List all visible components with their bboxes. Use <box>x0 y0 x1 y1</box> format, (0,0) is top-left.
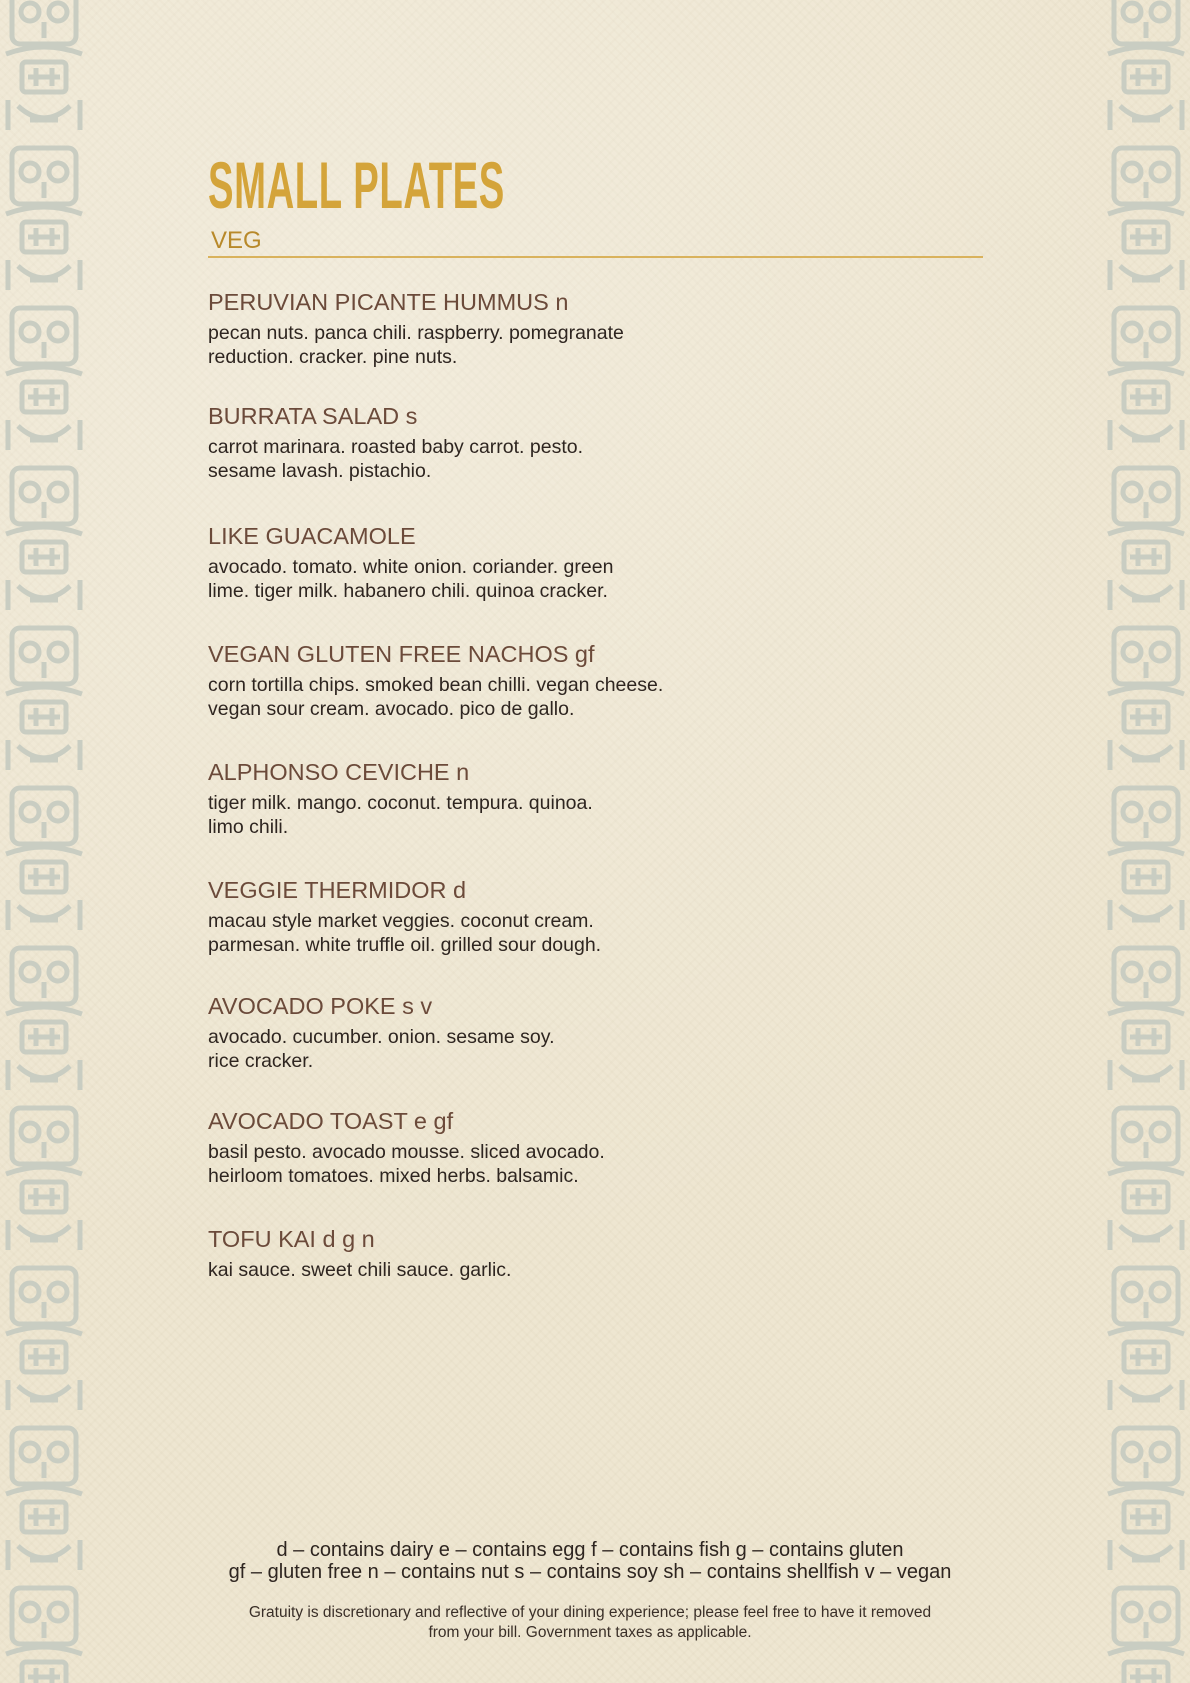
title-divider <box>208 256 983 258</box>
menu-item <box>208 1225 768 1282</box>
menu-item <box>208 758 768 839</box>
menu-item-description: corn tortilla chips. smoked bean chilli. vegan cheese. vegan sour cream. avocado. pico de gallo. <box>208 674 664 720</box>
section-subtitle: VEG <box>211 227 262 254</box>
allergen-legend-line-2: gf – gluten free n – contains nut s – contains soy sh – contains shellfish v – vegan <box>228 1561 952 1583</box>
menu-item-name: VEGAN GLUTEN FREE NACHOS gf <box>208 641 595 667</box>
menu-item-description: avocado. cucumber. onion. sesame soy. rice cracker. <box>208 1026 555 1072</box>
menu-item-description: tiger milk. mango. coconut. tempura. quinoa. limo chili. <box>208 792 593 838</box>
page-title: SMALL PLATES <box>208 148 505 222</box>
allergen-legend-line-1: d – contains dairy e – contains egg f – contains fish g – contains gluten <box>276 1539 904 1561</box>
gratuity-note: Gratuity is discretionary and reflective of your dining experience; please feel free to have it removed from your bill. Government taxes as applicable. <box>248 1604 932 1641</box>
menu-item-description: avocado. tomato. white onion. coriander. green lime. tiger milk. habanero chili. quinoa cracker. <box>208 556 614 602</box>
menu-item-description: basil pesto. avocado mousse. sliced avocado. heirloom tomatoes. mixed herbs. balsamic. <box>208 1141 605 1187</box>
menu-item-description: kai sauce. sweet chili sauce. garlic. <box>208 1259 512 1281</box>
menu-item-name: AVOCADO TOAST e gf <box>208 1108 454 1134</box>
menu-item-name: PERUVIAN PICANTE HUMMUS n <box>208 289 569 315</box>
menu-item-name: TOFU KAI d g n <box>208 1226 375 1252</box>
menu-item <box>208 402 768 483</box>
menu-item-description: pecan nuts. panca chili. raspberry. pomegranate reduction. cracker. pine nuts. <box>208 322 624 368</box>
menu-item-name: AVOCADO POKE s v <box>208 993 433 1019</box>
menu-item-name: ALPHONSO CEVICHE n <box>208 759 470 785</box>
menu-item-name: VEGGIE THERMIDOR d <box>208 877 467 903</box>
menu-item <box>208 640 768 721</box>
menu-item <box>208 1107 768 1188</box>
menu-item <box>208 876 768 957</box>
menu-item <box>208 522 768 603</box>
menu-item <box>208 288 768 369</box>
menu-item-description: macau style market veggies. coconut cream. parmesan. white truffle oil. grilled sour dough. <box>208 910 602 956</box>
menu-item-description: carrot marinara. roasted baby carrot. pesto. sesame lavash. pistachio. <box>208 436 584 482</box>
menu-item-name: BURRATA SALAD s <box>208 403 418 429</box>
menu-item <box>208 992 768 1073</box>
menu-item-name: LIKE GUACAMOLE <box>208 523 416 549</box>
